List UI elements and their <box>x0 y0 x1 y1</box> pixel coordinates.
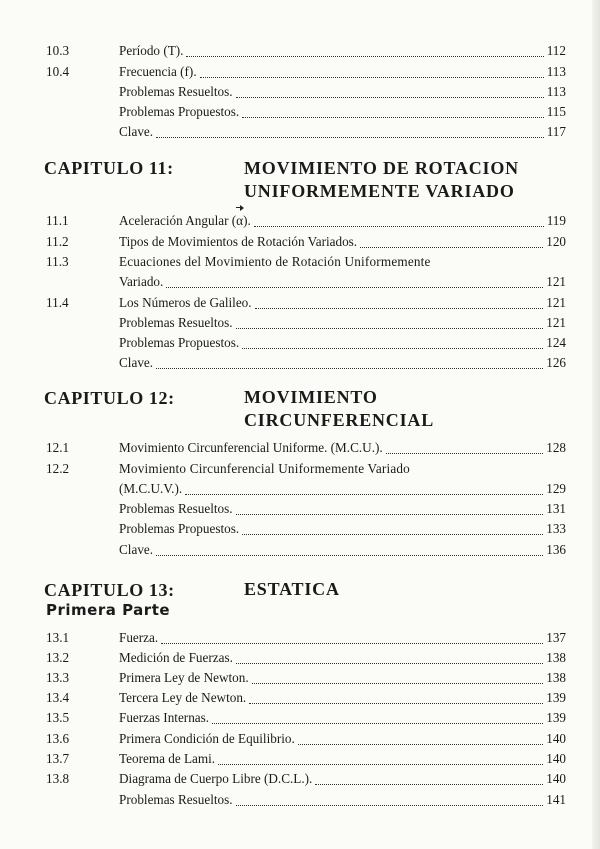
entry-page: 140 <box>546 731 566 746</box>
entry-title: Fuerzas Internas. <box>119 710 210 725</box>
toc-entry[interactable] <box>0 459 600 479</box>
chapter-title-line2: CIRCUNFERENCIAL <box>244 410 435 430</box>
toc-entry[interactable] <box>0 313 600 333</box>
toc-entry[interactable] <box>0 749 600 769</box>
entry-number: 13.4 <box>46 690 70 705</box>
leader-dots <box>298 744 543 745</box>
entry-title: Primera Condición de Equilibrio. <box>119 731 295 746</box>
entry-number: 12.1 <box>46 440 70 455</box>
entry-title: Clave. <box>119 542 154 557</box>
entry-page: 131 <box>546 501 566 516</box>
toc-entry[interactable] <box>0 333 600 353</box>
entry-title-line2: Variado. <box>119 274 164 289</box>
leader-dots <box>156 368 543 369</box>
leader-dots <box>249 703 543 704</box>
entry-page: 112 <box>546 43 566 58</box>
toc-entry[interactable] <box>0 648 600 668</box>
entry-number: 10.3 <box>46 43 70 58</box>
entry-page: 119 <box>546 213 566 228</box>
entry-page: 138 <box>546 650 566 665</box>
entry-page: 121 <box>546 295 566 310</box>
toc-entry[interactable] <box>0 122 600 142</box>
entry-title: Medición de Fuerzas. <box>119 650 233 665</box>
entry-title: Problemas Propuestos. <box>119 521 240 536</box>
entry-title-line2: (M.C.U.V.). <box>119 481 183 496</box>
toc-entry[interactable] <box>0 211 600 231</box>
entry-title: Problemas Propuestos. <box>119 335 240 350</box>
entry-page: 139 <box>546 690 566 705</box>
entry-number: 11.4 <box>46 295 69 310</box>
entry-title: Tercera Ley de Newton. <box>119 690 247 705</box>
entry-title: Clave. <box>119 355 154 370</box>
toc-entry[interactable] <box>0 499 600 519</box>
entry-title: Frecuencia (f). <box>119 64 197 79</box>
vector-alpha-symbol <box>236 211 243 231</box>
leader-dots <box>218 764 543 765</box>
entry-title: Los Números de Galileo. <box>119 295 252 310</box>
toc-entry[interactable] <box>0 540 600 560</box>
entry-page: 117 <box>546 124 566 139</box>
entry-title: Problemas Resueltos. <box>119 792 233 807</box>
leader-dots <box>200 77 544 78</box>
entry-page: 121 <box>546 274 566 289</box>
entry-page: 124 <box>546 335 566 350</box>
entry-page: 113 <box>546 84 566 99</box>
entry-number: 13.6 <box>46 731 70 746</box>
leader-dots <box>185 494 543 495</box>
entry-number: 13.3 <box>46 670 70 685</box>
leader-dots <box>254 226 544 227</box>
toc-entry[interactable] <box>0 41 600 61</box>
toc-entry[interactable] <box>0 252 600 272</box>
leader-dots <box>156 137 544 138</box>
entry-page: 138 <box>546 670 566 685</box>
chapter-title-line2: UNIFORMEMENTE VARIADO <box>244 181 515 201</box>
entry-page: 136 <box>546 542 566 557</box>
toc-entry[interactable] <box>0 790 600 810</box>
leader-dots <box>161 643 543 644</box>
leader-dots <box>236 514 544 515</box>
leader-dots <box>186 56 543 57</box>
leader-dots <box>242 117 544 118</box>
chapter-title: MOVIMIENTO <box>244 387 378 407</box>
toc-entry[interactable] <box>0 769 600 789</box>
entry-page: 140 <box>546 751 566 766</box>
entry-page: 129 <box>546 481 566 496</box>
leader-dots <box>156 555 543 556</box>
entry-title: Diagrama de Cuerpo Libre (D.C.L.). <box>119 771 313 786</box>
toc-entry[interactable] <box>0 82 600 102</box>
entry-page: 141 <box>546 792 566 807</box>
entry-title: Fuerza. <box>119 630 159 645</box>
entry-number: 12.2 <box>46 461 70 476</box>
leader-dots <box>255 308 544 309</box>
leader-dots <box>360 247 543 248</box>
toc-entry-continuation[interactable] <box>0 272 600 292</box>
chapter-title: ESTATICA <box>244 579 340 599</box>
entry-title: Problemas Propuestos. <box>119 104 240 119</box>
entry-number: 11.1 <box>46 213 69 228</box>
entry-title-prefix: Aceleración Angular ( <box>119 213 237 228</box>
toc-entry[interactable] <box>0 293 600 313</box>
entry-title: Primera Ley de Newton. <box>119 670 249 685</box>
chapter-label: CAPITULO 13: <box>44 580 175 600</box>
entry-number: 13.8 <box>46 771 70 786</box>
alpha-glyph: α <box>236 213 244 228</box>
leader-dots <box>166 287 543 288</box>
toc-entry[interactable] <box>0 102 600 122</box>
vector-arrow-icon <box>236 207 243 212</box>
leader-dots <box>236 663 543 664</box>
entry-page: 133 <box>546 521 566 536</box>
toc-entry[interactable] <box>0 729 600 749</box>
toc-entry[interactable] <box>0 232 600 252</box>
toc-entry[interactable] <box>0 519 600 539</box>
leader-dots <box>242 534 543 535</box>
chapter-title: MOVIMIENTO DE ROTACION <box>244 158 519 178</box>
toc-entry[interactable] <box>0 438 600 458</box>
entry-title: Movimiento Circunferencial Uniforme. (M.C.U.). <box>119 440 383 455</box>
toc-entry[interactable] <box>0 353 600 373</box>
entry-page: 137 <box>546 630 566 645</box>
entry-title: Problemas Resueltos. <box>119 501 233 516</box>
entry-page: 126 <box>546 355 566 370</box>
entry-number: 10.4 <box>46 64 70 79</box>
entry-page: 128 <box>546 440 566 455</box>
entry-number: 13.2 <box>46 650 70 665</box>
chapter-label: CAPITULO 12: <box>44 388 175 408</box>
leader-dots <box>252 683 544 684</box>
page-edge-shadow <box>592 0 600 849</box>
entry-page: 140 <box>546 771 566 786</box>
entry-title-line1: Ecuaciones del Movimiento de Rotación Uniformemente <box>119 254 431 269</box>
entry-number: 11.3 <box>46 254 69 269</box>
toc-entry[interactable] <box>0 62 600 82</box>
entry-number: 11.2 <box>46 234 69 249</box>
entry-title: Tipos de Movimientos de Rotación Variados. <box>119 234 358 249</box>
toc-entry[interactable] <box>0 628 600 648</box>
entry-page: 120 <box>546 234 566 249</box>
entry-title: Problemas Resueltos. <box>119 315 233 330</box>
leader-dots <box>315 784 543 785</box>
toc-entry[interactable] <box>0 688 600 708</box>
entry-number: 13.1 <box>46 630 70 645</box>
entry-title-suffix: ). <box>243 213 251 228</box>
leader-dots <box>212 723 543 724</box>
entry-page: 139 <box>546 710 566 725</box>
entry-title: Período (T). <box>119 43 184 58</box>
entry-page: 113 <box>546 64 566 79</box>
toc-entry[interactable] <box>0 708 600 728</box>
entry-title: Teorema de Lami. <box>119 751 216 766</box>
entry-number: 13.7 <box>46 751 70 766</box>
leader-dots <box>236 328 544 329</box>
chapter-label: CAPITULO 11: <box>44 158 174 178</box>
toc-entry[interactable] <box>0 668 600 688</box>
leader-dots <box>242 348 543 349</box>
entry-page: 121 <box>546 315 566 330</box>
toc-entry-continuation[interactable] <box>0 479 600 499</box>
entry-number: 13.5 <box>46 710 70 725</box>
entry-title-line1: Movimiento Circunferencial Uniformemente Variado <box>119 461 410 476</box>
leader-dots <box>236 97 544 98</box>
part-subtitle: Primera Parte <box>46 601 171 619</box>
entry-page: 115 <box>546 104 566 119</box>
entry-title: Clave. <box>119 124 154 139</box>
entry-title: Problemas Resueltos. <box>119 84 233 99</box>
entry-title <box>119 211 254 231</box>
leader-dots <box>386 453 544 454</box>
leader-dots <box>236 805 544 806</box>
